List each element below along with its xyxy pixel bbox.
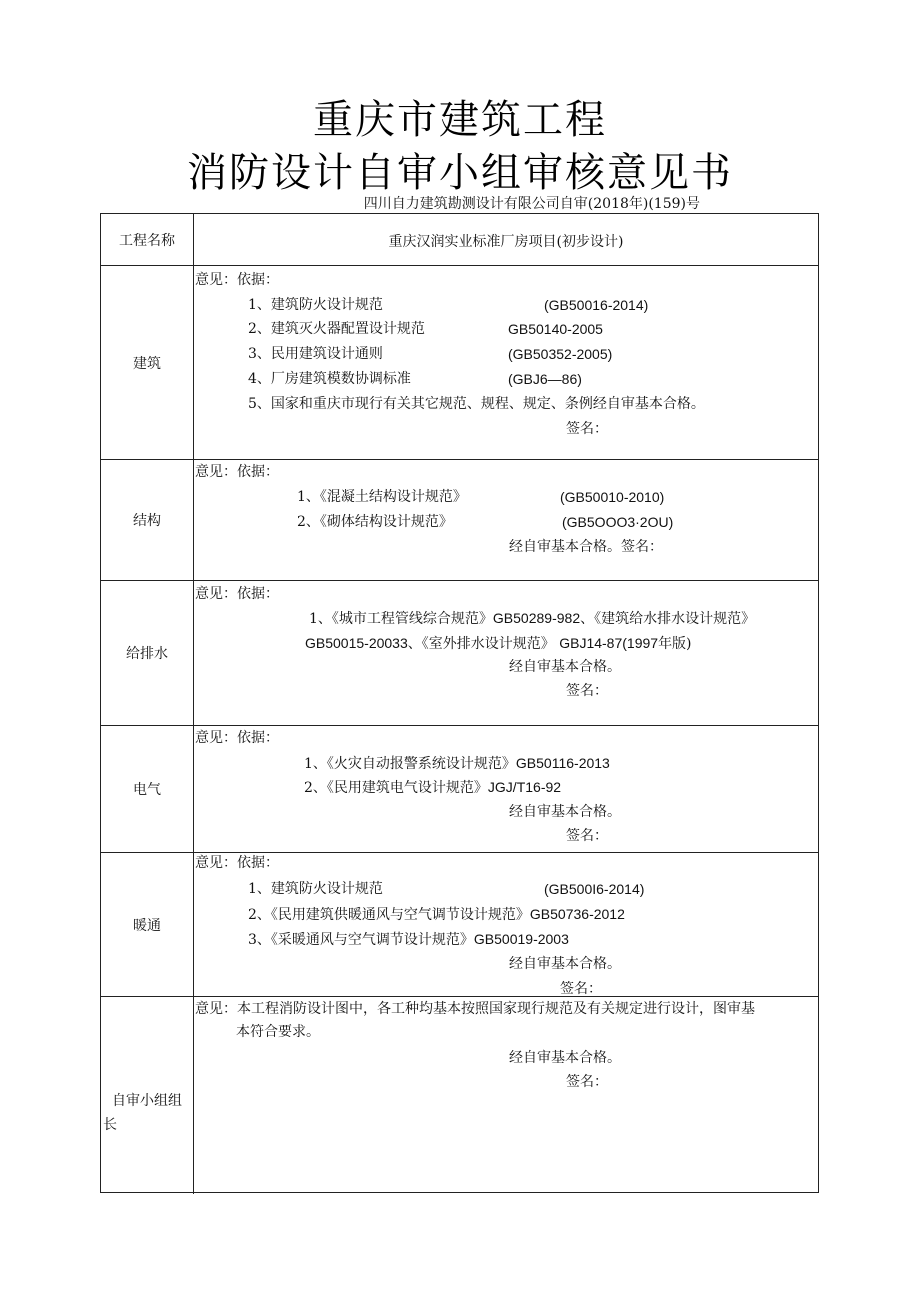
- review-form-table: [100, 213, 819, 1193]
- hvac-row: [101, 853, 818, 997]
- leader-signature: 签名：: [566, 1074, 608, 1090]
- architecture-item-4-code: (GBJ6—86): [508, 371, 582, 387]
- project-name: 重庆汉润实业标准厂房项目(初步设计): [388, 234, 624, 250]
- architecture-item-2-code: GB50140-2005: [508, 321, 603, 337]
- project-cell: [194, 214, 818, 265]
- plumbing-standard-2-code: GB50015-20033、: [305, 635, 422, 651]
- leader-opinion-line2: 本符合要求。: [236, 1024, 320, 1040]
- plumbing-signature: 签名：: [566, 683, 608, 699]
- electrical-result: 经自审基本合格。: [509, 804, 621, 820]
- architecture-row: [101, 266, 818, 460]
- electrical-signature: 签名：: [566, 828, 608, 844]
- hvac-item-3: [248, 931, 569, 949]
- hvac-signature: 签名：: [560, 981, 602, 997]
- architecture-item-2: 2、建筑灭火器配置设计规范: [248, 321, 425, 337]
- electrical-item-2: [304, 779, 561, 797]
- leader-opinion-cell: [194, 997, 818, 1194]
- architecture-item-3: 3、民用建筑设计通则: [248, 346, 383, 362]
- plumbing-standard-1-code: GB50289-982、: [492, 610, 595, 626]
- structure-opinion-cell: [194, 460, 818, 580]
- architecture-item-3-code: (GB50352-2005): [508, 346, 613, 362]
- structure-result: 经自审基本合格。签名：: [509, 539, 663, 555]
- plumbing-line-1: [309, 610, 755, 628]
- architecture-opinion: 意见：依据：: [195, 272, 279, 288]
- architecture-item-1-code: (GB50016-2014): [544, 297, 649, 313]
- hvac-item-1-code: (GB500I6-2014): [544, 881, 645, 897]
- plumbing-standard-2: 《建筑给水排水设计规范》: [594, 611, 756, 627]
- leader-label: [101, 997, 194, 1194]
- architecture-signature: 签名：: [566, 421, 608, 437]
- architecture-opinion-cell: [194, 266, 818, 459]
- leader-label-line1: 自审小组组: [112, 1093, 182, 1109]
- structure-item-1: 1、《混凝土结构设计规范》: [297, 489, 467, 505]
- hvac-item-1: 1、建筑防火设计规范: [248, 881, 383, 897]
- electrical-opinion-cell: [194, 726, 818, 852]
- document-title-line2: 消防设计自审小组审核意见书: [187, 150, 733, 196]
- structure-row: [101, 460, 818, 581]
- structure-item-2: 2、《砌体结构设计规范》: [297, 514, 453, 530]
- architecture-item-4: 4、厂房建筑模数协调标准: [248, 371, 411, 387]
- electrical-item-1-text: 1、《火灾自动报警系统设计规范》: [304, 756, 516, 772]
- electrical-item-2-code: JGJ/T16-92: [487, 779, 562, 795]
- plumbing-line-2: [305, 635, 692, 653]
- plumbing-standard-3-code: GBJ14-87(1997: [559, 635, 659, 651]
- electrical-label: 电气: [101, 726, 194, 852]
- structure-item-1-code: (GB50010-2010): [560, 489, 665, 505]
- plumbing-row: [101, 581, 818, 726]
- structure-label: 结构: [101, 460, 194, 580]
- plumbing-standard-3: 《室外排水设计规范》: [421, 636, 555, 652]
- plumbing-opinion-cell: [194, 581, 818, 725]
- plumbing-label: 给排水: [101, 581, 194, 725]
- hvac-opinion-cell: [194, 853, 818, 996]
- structure-item-2-code: (GB5OOO3·2OU): [562, 514, 674, 530]
- leader-label-line2: 长: [103, 1117, 117, 1133]
- hvac-item-2-text: 2、《民用建筑供暖通风与空气调节设计规范》: [248, 907, 530, 923]
- leader-result: 经自审基本合格。: [509, 1050, 621, 1066]
- architecture-label: 建筑: [101, 266, 194, 459]
- document-title-line1: 重庆市建筑工程: [313, 97, 607, 143]
- hvac-item-2: [248, 906, 625, 924]
- electrical-item-2-text: 2、《民用建筑电气设计规范》: [304, 780, 488, 796]
- electrical-item-1: [304, 755, 610, 773]
- hvac-item-2-code: GB50736-2012: [529, 906, 625, 922]
- plumbing-standard-1: 1、《城市工程管线综合规范》: [309, 611, 493, 627]
- plumbing-opinion: 意见：依据：: [195, 586, 279, 602]
- hvac-item-3-text: 3、《采暖通风与空气调节设计规范》: [248, 932, 474, 948]
- electrical-opinion: 意见：依据：: [195, 730, 279, 746]
- hvac-item-3-code: GB50019-2003: [473, 931, 569, 947]
- hvac-result: 经自审基本合格。: [509, 956, 621, 972]
- project-label: 工程名称: [101, 214, 194, 265]
- architecture-item-1: 1、建筑防火设计规范: [248, 297, 383, 313]
- structure-opinion: 意见：依据：: [195, 464, 279, 480]
- electrical-item-1-code: GB50116-2013: [515, 755, 610, 771]
- leader-row: [101, 997, 818, 1194]
- document-number: 四川自力建筑勘测设计有限公司自审(2018年)(159)号: [363, 196, 700, 212]
- plumbing-standard-3-edition: 年版): [658, 636, 692, 652]
- hvac-opinion: 意见：依据：: [195, 855, 279, 871]
- architecture-item-5: 5、国家和重庆市现行有关其它规范、规程、规定、条例经自审基本合格。: [248, 396, 705, 412]
- plumbing-result: 经自审基本合格。: [509, 659, 621, 675]
- electrical-row: [101, 726, 818, 853]
- project-row: [101, 214, 818, 266]
- leader-opinion-line1: 意见：本工程消防设计图中，各工种均基本按照国家现行规范及有关规定进行设计，图审基: [195, 1001, 755, 1017]
- hvac-label: 暖通: [101, 853, 194, 996]
